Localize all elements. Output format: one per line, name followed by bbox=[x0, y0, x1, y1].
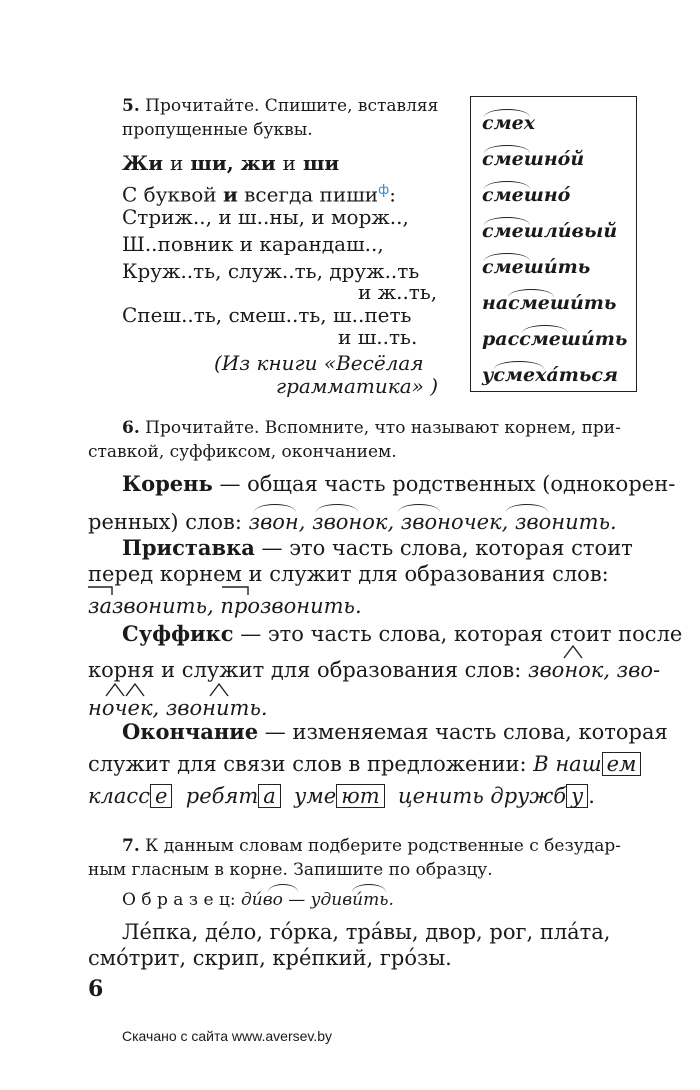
poem-line1-d: : bbox=[389, 182, 397, 207]
poem-line-3: Ш..повник и карандаш.., bbox=[122, 232, 384, 256]
root-def2: ренных) слов: bbox=[88, 510, 249, 534]
ending-definition-2 bbox=[88, 750, 641, 778]
ending-period: . bbox=[588, 784, 595, 808]
ending-s3: ребят bbox=[185, 784, 259, 808]
phi-link-icon[interactable]: ф bbox=[378, 183, 390, 198]
ex7-instr-line2: ным гласным в корне. Запишите по образцу. bbox=[88, 860, 493, 880]
ending-box: у bbox=[566, 784, 588, 808]
root-arc bbox=[506, 504, 548, 512]
ending-definition bbox=[122, 718, 668, 746]
ending-s5: ценить дружб bbox=[397, 784, 567, 808]
poem-line1-a: С буквой bbox=[122, 182, 217, 207]
ex7-instr-text: К данным словам подберите родственные с безудар- bbox=[145, 836, 621, 856]
poem-line-4: Круж..ть, служ..ть, друж..ть bbox=[122, 259, 420, 283]
ending-box: ем bbox=[602, 752, 642, 776]
ending-examples bbox=[88, 782, 595, 810]
root-term: Корень bbox=[122, 471, 213, 496]
prefix-examples-text: зазвонить, прозвонить. bbox=[88, 594, 362, 618]
suffix-term: Суффикс bbox=[122, 621, 234, 646]
ending-def1: — изменяемая часть слова, которая bbox=[258, 720, 668, 744]
root-word: насмеши́ть bbox=[482, 292, 617, 314]
poem-line1-c: всегда пиши bbox=[244, 182, 379, 207]
ending-box: а bbox=[258, 784, 281, 808]
ending-box: е bbox=[150, 784, 172, 808]
poem-line1-b: и bbox=[222, 182, 238, 207]
prefix-def1: — это часть слова, которая стоит bbox=[254, 536, 633, 560]
suffix-def2a: корня и служит для образования слов: bbox=[88, 658, 528, 682]
poem-title-a: Жи bbox=[122, 151, 164, 175]
poem-line-2: Стриж.., и ш..ны, и морж.., bbox=[122, 205, 409, 229]
poem-line-5: и ж..ть, bbox=[358, 280, 438, 304]
poem-title-b: ши, bbox=[190, 151, 234, 175]
root-arc bbox=[398, 504, 440, 512]
suffix-def1: — это часть слова, которая стоит после bbox=[233, 622, 683, 646]
root-word: смешли́вый bbox=[482, 220, 618, 242]
ending-s1: В наш bbox=[533, 752, 602, 776]
poem-line-6: Спеш..ть, смеш..ть, ш..петь bbox=[122, 303, 412, 327]
sample-text: ди́во — удиви́ть. bbox=[241, 890, 394, 910]
ex7-number: 7. bbox=[122, 836, 140, 856]
ex6-instr-text: Прочитайте. Вспомните, что называют корнем, при- bbox=[145, 418, 621, 438]
ending-def2: служит для связи слов в предложении: bbox=[88, 752, 534, 776]
root-arc bbox=[254, 504, 296, 512]
root-word: смешно́й bbox=[482, 148, 585, 170]
root-word: смешно́ bbox=[482, 184, 571, 206]
root-arc bbox=[316, 504, 358, 512]
prefix-definition bbox=[122, 534, 633, 562]
root-examples: звон, звонок, звоночек, звонить. bbox=[248, 510, 617, 534]
prefix-term: Приставка bbox=[122, 535, 255, 560]
poem-title-and1: и bbox=[170, 151, 184, 175]
poem-title bbox=[122, 150, 339, 177]
prefix-marks bbox=[86, 585, 306, 597]
ex6-instr-line1 bbox=[122, 416, 621, 440]
ex6-instr-line2: ставкой, суффиксом, окончанием. bbox=[88, 442, 397, 462]
ex5-instr-line2: пропущенные буквы. bbox=[122, 120, 313, 140]
prefix-definition-2: перед корнем и служит для образования слов: bbox=[88, 562, 609, 586]
ex6-number: 6. bbox=[122, 418, 140, 438]
suffix-examples-text: ночек, звонить. bbox=[88, 696, 268, 720]
download-footer: Скачано с сайта www.aversev.by bbox=[122, 1028, 333, 1044]
sample-label: О б р а з е ц: bbox=[122, 890, 236, 910]
ex5-instruction bbox=[122, 94, 438, 118]
root-word: усмеха́ться bbox=[482, 364, 619, 386]
root-arc bbox=[352, 884, 386, 892]
ex7-words-1: Ле́пка, де́ло, го́рка, тра́вы, двор, рог, пла́та, bbox=[122, 920, 611, 944]
poem-line-7: и ш..ть. bbox=[338, 325, 418, 349]
root-word: рассмеши́ть bbox=[482, 328, 628, 350]
ex5-number: 5. bbox=[122, 96, 140, 116]
root-word: смеши́ть bbox=[482, 256, 591, 278]
root-definition-2 bbox=[88, 508, 617, 536]
poem-title-and2: и bbox=[282, 151, 296, 175]
poem-source-1: (Из книги «Весёлая bbox=[214, 351, 424, 375]
ending-s2: класс bbox=[88, 784, 150, 808]
ending-s4: уме bbox=[294, 784, 337, 808]
poem-source-2: грамматика» ) bbox=[276, 374, 439, 398]
poem-title-d: ши bbox=[302, 151, 340, 175]
poem-title-c: жи bbox=[240, 151, 276, 175]
suffix-def2b: звонок, зво- bbox=[528, 658, 661, 682]
ex7-instr-line1 bbox=[122, 834, 621, 858]
ending-term: Окончание bbox=[122, 719, 259, 744]
suffix-marks bbox=[86, 640, 606, 700]
root-def1: — общая часть родственных (однокорен- bbox=[212, 472, 676, 496]
page-number: 6 bbox=[88, 976, 104, 1002]
ex7-words-2: смо́трит, скрип, кре́пкий, гро́зы. bbox=[88, 946, 452, 970]
root-word: смех bbox=[482, 112, 536, 134]
root-definition bbox=[122, 470, 675, 498]
ex5-instr-line1: Прочитайте. Спишите, вставляя bbox=[145, 96, 439, 116]
ending-box: ют bbox=[336, 784, 384, 808]
root-arc bbox=[268, 884, 298, 892]
